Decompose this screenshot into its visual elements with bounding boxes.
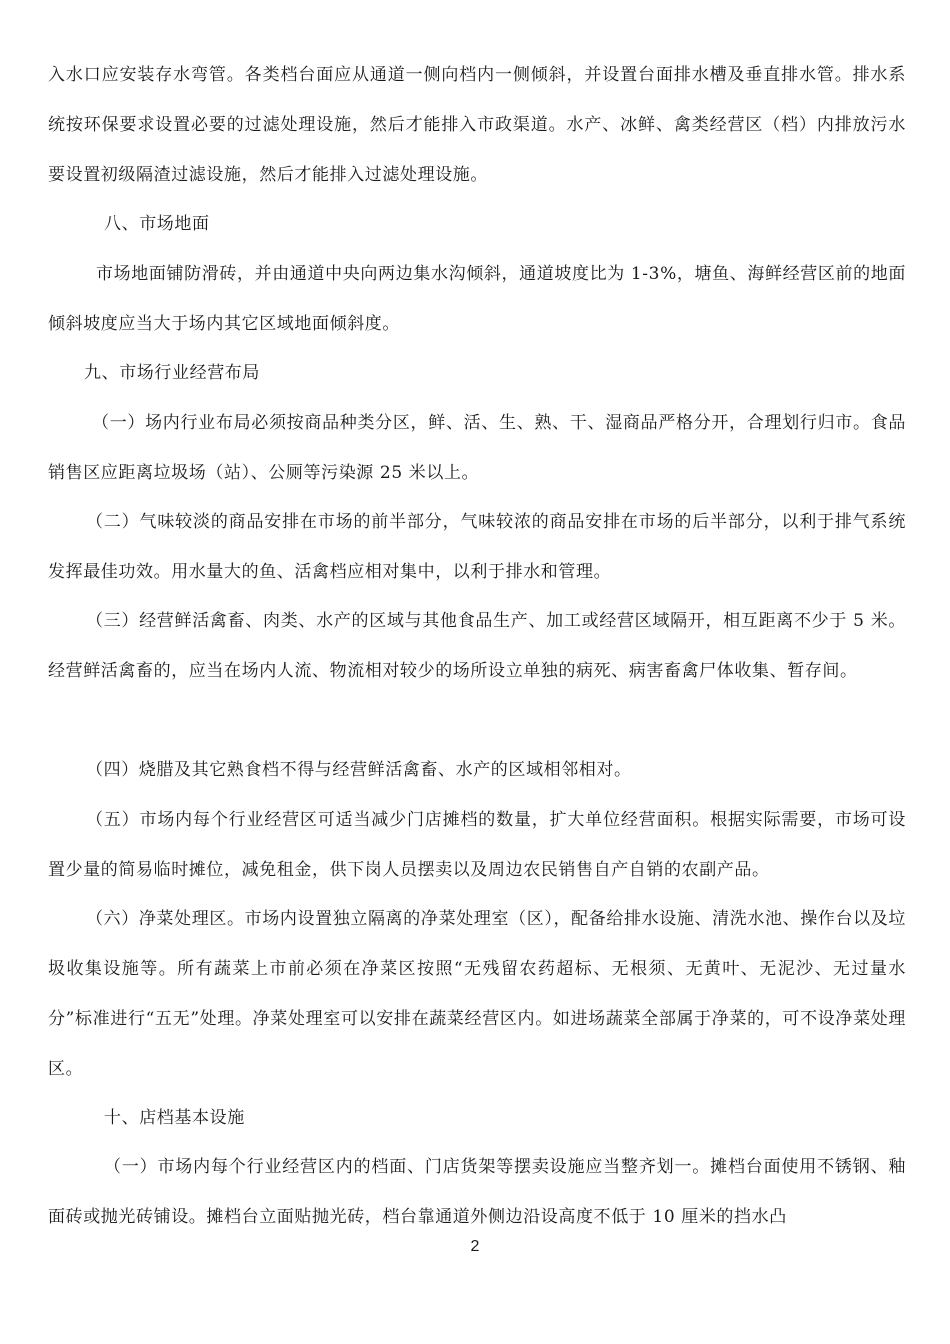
paragraph-layout-item-3: （三）经营鲜活禽畜、肉类、水产的区域与其他食品生产、加工或经营区域隔开，相互距离不少于 5 米。经营鲜活禽畜的，应当在场内人流、物流相对较少的场所设立单独的病死、病害畜禽尸体收集、暂存间。 bbox=[48, 611, 906, 681]
paragraph-layout-item-2: （二）气味较淡的商品安排在市场的前半部分，气味较浓的商品安排在市场的后半部分，以利于排气系统发挥最佳功效。用水量大的鱼、活禽档应相对集中，以利于排水和管理。 bbox=[48, 512, 906, 582]
paragraph-stall-facilities-1: （一）市场内每个行业经营区内的档面、门店货架等摆卖设施应当整齐划一。摊档台面使用不锈钢、釉面砖或抛光砖铺设。摊档台立面贴抛光砖，档台靠通道外侧边沿设高度不低于 10 厘米的挡水凸 bbox=[48, 1157, 906, 1227]
paragraph-layout-item-1: （一）场内行业布局必须按商品种类分区，鲜、活、生、熟、干、湿商品严格分开，合理划行归市。食品销售区应距离垃圾场（站）、公厕等污染源 25 米以上。 bbox=[48, 413, 906, 483]
paragraph-layout-item-4: （四）烧腊及其它熟食档不得与经营鲜活禽畜、水产的区域相邻相对。 bbox=[86, 760, 632, 780]
paragraph-layout-item-5: （五）市场内每个行业经营区可适当减少门店摊档的数量，扩大单位经营面积。根据实际需要，市场可设置少量的简易临时摊位，减免租金，供下岗人员摆卖以及周边农民销售自产自销的农副产品。 bbox=[48, 810, 906, 880]
paragraph-layout-item-6: （六）净菜处理区。市场内设置独立隔离的净菜处理室（区），配备给排水设施、清洗水池、操作台以及垃圾收集设施等。所有蔬菜上市前必须在净菜区按照“无残留农药超标、无根须、无黄叶、无泥沙、无过量水分”标准进行“五无”处理。净菜处理室可以安排在蔬菜经营区内。如进场蔬菜全部属于净菜的，可不设净菜处理区。 bbox=[48, 909, 906, 1079]
section-heading-market-floor: 八、市场地面 bbox=[104, 214, 210, 234]
paragraph-drainage-continued: 入水口应安装存水弯管。各类档台面应从通道一侧向档内一侧倾斜，并设置台面排水槽及垂直排水管。排水系统按环保要求设置必要的过滤处理设施，然后才能排入市政渠道。水产、冰鲜、禽类经营区（档）内排放污水要设置初级隔渣过滤设施，然后才能排入过滤处理设施。 bbox=[48, 65, 906, 185]
section-heading-market-layout: 九、市场行业经营布局 bbox=[84, 363, 260, 383]
section-heading-stall-facilities: 十、店档基本设施 bbox=[104, 1108, 245, 1128]
page-number: 2 bbox=[470, 1238, 480, 1255]
paragraph-market-floor: 市场地面铺防滑砖，并由通道中央向两边集水沟倾斜，通道坡度比为 1-3%，塘鱼、海鲜经营区前的地面倾斜坡度应当大于场内其它区域地面倾斜度。 bbox=[48, 264, 906, 334]
